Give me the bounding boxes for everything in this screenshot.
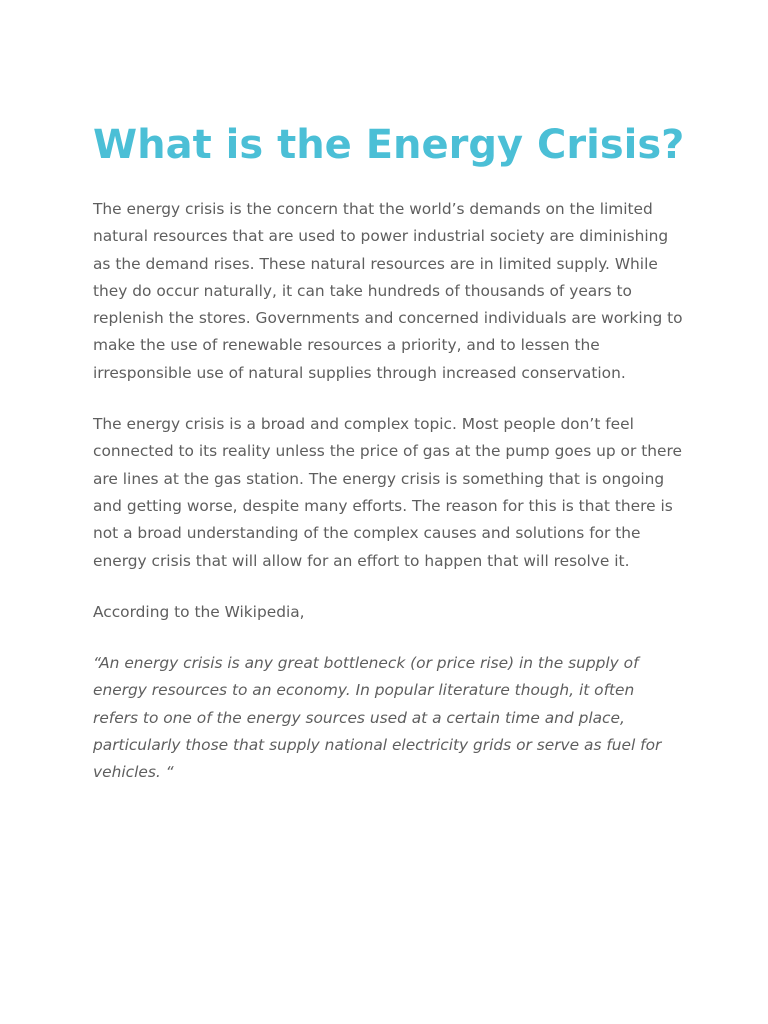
paragraph-complexity: The energy crisis is a broad and complex topic. Most people don’t feel connected to its reality unless the price of gas at the pump goes up or there are lines at the gas station. The energy crisis is something that is ongoing and getting worse, despite many efforts. The reason for this is that there is not a broad understanding of the complex causes and solutions for the energy crisis that will allow for an effort to happen that will resolve it. [93, 415, 682, 570]
page-title: What is the Energy Crisis? [93, 122, 685, 168]
wikipedia-quote: “An energy crisis is any great bottleneck (or price rise) in the supply of energy resources to an economy. In popular literature though, it often refers to one of the energy sources used at a certain time and place, particularly those that supply national electricity grids or serve as fuel for vehicles. “ [93, 654, 662, 782]
paragraph-wikipedia-intro: According to the Wikipedia, [93, 602, 305, 621]
paragraph-definition: The energy crisis is the concern that the world’s demands on the limited natural resources that are used to power industrial society are diminishing as the demand rises. These natural resources are in limited supply. While they do occur naturally, it can take hundreds of thousands of years to replenish the stores. Governments and concerned individuals are working to make the use of renewable resources a priority, and to lessen the irresponsible use of natural supplies through increased conservation. [93, 200, 683, 382]
document-page [93, 118, 683, 811]
